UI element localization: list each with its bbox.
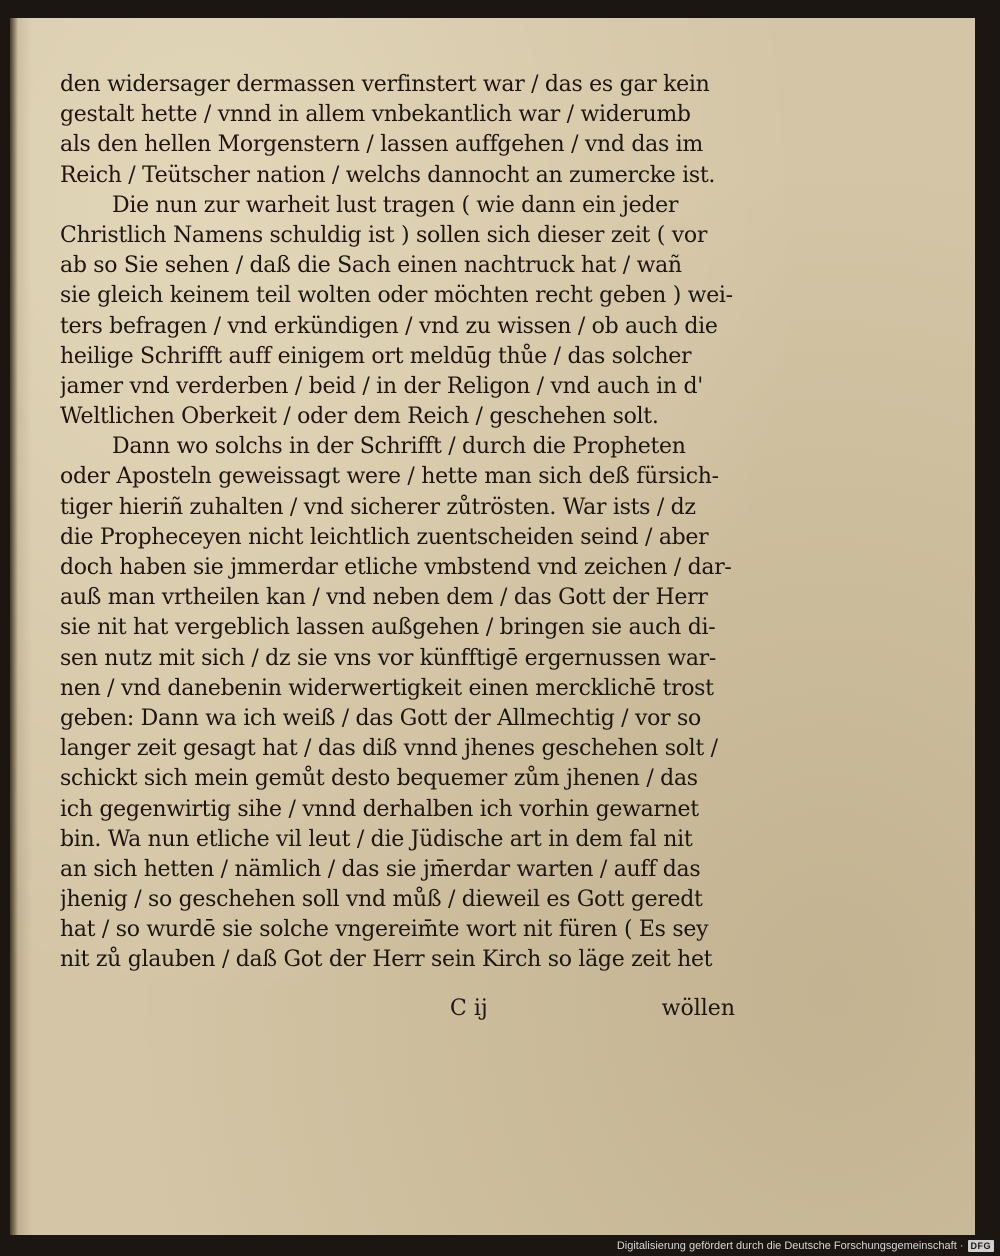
text-line: sie nit hat vergeblich lassen außgehen / bringen sie auch di- xyxy=(60,615,716,641)
text-line: sie gleich keinem teil wolten oder möchten recht geben ) wei- xyxy=(60,283,733,309)
text-line: nen / vnd danebenin widerwertigkeit einen mercklichē trost xyxy=(60,675,714,701)
text-line: Christlich Namens schuldig ist ) sollen sich dieser zeit ( vor xyxy=(60,222,708,248)
text-line: gestalt hette / vnnd in allem vnbekantlich war / widerumb xyxy=(60,102,691,128)
footer-credit xyxy=(617,1240,994,1252)
footer-credit-text: Digitalisierung gefördert durch die Deutsche Forschungsgemeinschaft · xyxy=(616,1240,964,1252)
text-line: Die nun zur warheit lust tragen ( wie dann ein jeder xyxy=(112,192,679,218)
text-line: als den hellen Morgenstern / lassen auffgehen / vnd das im xyxy=(60,132,703,158)
text-line: tiger hieriñ zuhalten / vnd sicherer zůtrösten. War ists / dz xyxy=(60,494,696,520)
body-text xyxy=(60,70,735,976)
catchword: wöllen xyxy=(661,996,735,1021)
text-line: ab so Sie sehen / daß die Sach einen nachtruck hat / wañ xyxy=(60,253,682,279)
page-gutter-shadow xyxy=(10,18,18,1235)
text-line: bin. Wa nun etliche vil leut / die Jüdische art in dem fal nit xyxy=(60,826,693,852)
signature-mark: C ij xyxy=(450,996,488,1021)
catchline xyxy=(60,996,735,1026)
text-line: schickt sich mein gemůt desto bequemer zům jhenen / das xyxy=(60,766,698,792)
text-line: ich gegenwirtig sihe / vnnd derhalben ich vorhin gewarnet xyxy=(60,796,699,822)
text-line: sen nutz mit sich / dz sie vns vor künfftigē ergernussen war- xyxy=(60,645,717,671)
text-line: nit zů glauben / daß Got der Herr sein Kirch so läge zeit het xyxy=(60,947,713,973)
text-line: auß man vrtheilen kan / vnd neben dem / das Gott der Herr xyxy=(60,585,708,611)
text-line: geben: Dann wa ich weiß / das Gott der Allmechtig / vor so xyxy=(60,705,701,731)
text-line: jamer vnd verderben / beid / in der Religon / vnd auch in d' xyxy=(60,373,704,399)
text-line: langer zeit gesagt hat / das diß vnnd jhenes geschehen solt / xyxy=(60,736,718,762)
text-line: heilige Schrifft auff einigem ort meldūg thůe / das solcher xyxy=(60,343,692,369)
dfg-logo: DFG xyxy=(968,1240,995,1252)
text-line: den widersager dermassen verfinstert war / das es gar kein xyxy=(60,72,710,97)
text-line: Dann wo solchs in der Schrifft / durch die Propheten xyxy=(112,434,686,460)
text-line: oder Aposteln geweissagt were / hette man sich deß fürsich- xyxy=(60,464,719,490)
text-line: hat / so wurdē sie solche vngereim̄te wort nit füren ( Es sey xyxy=(60,917,709,943)
text-line: die Propheceyen nicht leichtlich zuentscheiden seind / aber xyxy=(60,524,709,550)
text-line: doch haben sie jmmerdar etliche vmbstend vnd zeichen / dar- xyxy=(60,555,732,580)
text-line: an sich hetten / nämlich / das sie jm̄erdar warten / auff das xyxy=(60,856,701,882)
text-line: Weltlichen Oberkeit / oder dem Reich / geschehen solt. xyxy=(60,404,659,430)
text-line: jhenig / so geschehen soll vnd můß / dieweil es Gott geredt xyxy=(60,887,703,913)
text-line: ters befragen / vnd erkündigen / vnd zu wissen / ob auch die xyxy=(60,313,718,339)
text-line: Reich / Teütscher nation / welchs dannocht an zumercke ist. xyxy=(60,162,716,188)
